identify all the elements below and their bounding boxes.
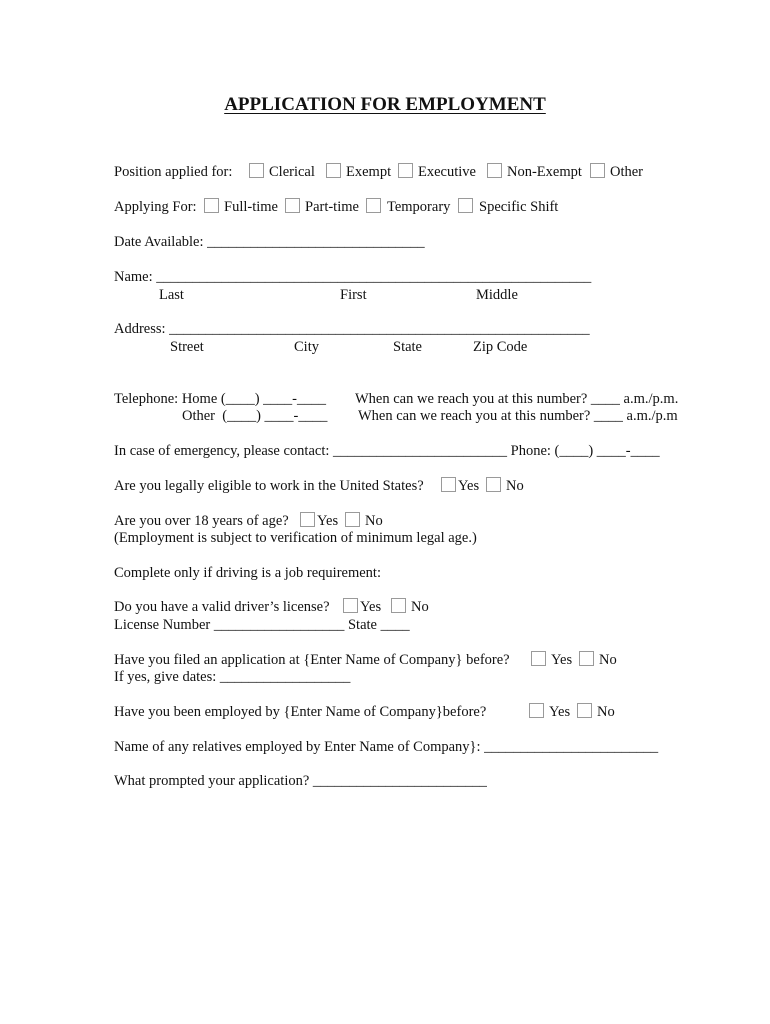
employed-no-label: No <box>597 704 615 720</box>
other-position-checkbox[interactable] <box>590 163 605 178</box>
name-middle-caption: Middle <box>476 287 518 303</box>
exempt-label: Exempt <box>346 164 392 180</box>
driving-requirement-note: Complete only if driving is a job requirement: <box>114 565 381 581</box>
license-number-field[interactable]: License Number __________________ State ____ <box>114 617 410 633</box>
full-time-checkbox[interactable] <box>204 198 219 213</box>
specific-shift-label: Specific Shift <box>479 199 559 215</box>
telephone-home-field[interactable]: Telephone: Home (____) ____-____ <box>114 391 327 407</box>
license-yes-checkbox[interactable] <box>343 598 358 613</box>
address-zip-caption: Zip Code <box>473 339 528 355</box>
relatives-field[interactable]: Name of any relatives employed by Enter Name of Company}: ________________________ <box>114 739 659 755</box>
eligible-yes-checkbox[interactable] <box>441 477 456 492</box>
age-question: Are you over 18 years of age? <box>114 513 289 529</box>
name-field[interactable]: Name: ____________________________________________________________ <box>114 269 592 285</box>
address-state-caption: State <box>393 339 422 355</box>
specific-shift-checkbox[interactable] <box>458 198 473 213</box>
eligible-no-label: No <box>506 478 524 494</box>
age-yes-label: Yes <box>317 513 339 529</box>
name-last-caption: Last <box>159 287 184 303</box>
telephone-other-field[interactable]: Other (____) ____-____ <box>182 408 328 424</box>
filed-no-label: No <box>599 652 617 668</box>
full-time-label: Full-time <box>224 199 278 215</box>
part-time-checkbox[interactable] <box>285 198 300 213</box>
license-no-label: No <box>411 599 429 615</box>
page-title: APPLICATION FOR EMPLOYMENT <box>224 94 546 115</box>
age-yes-checkbox[interactable] <box>300 512 315 527</box>
clerical-label: Clerical <box>269 164 315 180</box>
applying-label: Applying For: <box>114 199 197 215</box>
address-field[interactable]: Address: __________________________________________________________ <box>114 321 590 337</box>
date-available-field[interactable]: Date Available: ______________________________ <box>114 234 425 250</box>
executive-checkbox[interactable] <box>398 163 413 178</box>
other-reach-time-field[interactable]: When can we reach you at this number? ____ a.m./p.m <box>358 408 678 424</box>
eligible-yes-label: Yes <box>458 478 480 494</box>
license-no-checkbox[interactable] <box>391 598 406 613</box>
clerical-checkbox[interactable] <box>249 163 264 178</box>
filed-yes-checkbox[interactable] <box>531 651 546 666</box>
employed-no-checkbox[interactable] <box>577 703 592 718</box>
address-city-caption: City <box>294 339 319 355</box>
home-reach-time-field[interactable]: When can we reach you at this number? ____ a.m./p.m. <box>355 391 679 407</box>
exempt-checkbox[interactable] <box>326 163 341 178</box>
other-position-label: Other <box>610 164 644 180</box>
age-no-checkbox[interactable] <box>345 512 360 527</box>
filed-yes-label: Yes <box>551 652 573 668</box>
filed-dates-field[interactable]: If yes, give dates: __________________ <box>114 669 351 685</box>
eligible-question: Are you legally eligible to work in the United States? <box>114 478 424 494</box>
employed-question: Have you been employed by {Enter Name of Company}before? <box>114 704 487 720</box>
prompted-field[interactable]: What prompted your application? ________________________ <box>114 773 487 789</box>
part-time-label: Part-time <box>305 199 359 215</box>
license-yes-label: Yes <box>360 599 382 615</box>
filed-no-checkbox[interactable] <box>579 651 594 666</box>
age-no-label: No <box>365 513 383 529</box>
filed-question: Have you filed an application at {Enter Name of Company} before? <box>114 652 510 668</box>
employed-yes-checkbox[interactable] <box>529 703 544 718</box>
license-question: Do you have a valid driver’s license? <box>114 599 330 615</box>
name-first-caption: First <box>340 287 367 303</box>
temporary-label: Temporary <box>387 199 451 215</box>
executive-label: Executive <box>418 164 476 180</box>
non-exempt-checkbox[interactable] <box>487 163 502 178</box>
non-exempt-label: Non-Exempt <box>507 164 582 180</box>
age-verification-note: (Employment is subject to verification of minimum legal age.) <box>114 530 477 546</box>
position-label: Position applied for: <box>114 164 233 180</box>
emergency-contact-field[interactable]: In case of emergency, please contact: ________________________ Phone: (____) ____-____ <box>114 443 660 459</box>
temporary-checkbox[interactable] <box>366 198 381 213</box>
employed-yes-label: Yes <box>549 704 571 720</box>
address-street-caption: Street <box>170 339 204 355</box>
eligible-no-checkbox[interactable] <box>486 477 501 492</box>
